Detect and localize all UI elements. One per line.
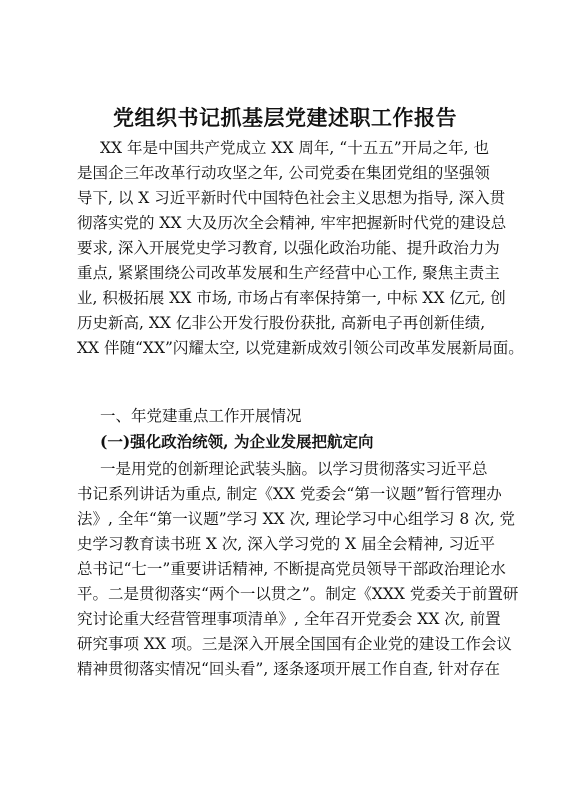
body-line-9: 精神贯彻落实情况“回头看”, 逐条逐项开展工作自查, 针对存在 [77, 660, 501, 678]
body-line-8: 研究事项 XX 项。三是深入开展全国国有企业党的建设工作会议 [77, 635, 512, 653]
section-heading: 一、年党建重点工作开展情况 [100, 407, 302, 425]
subsection-heading: (一)强化政治统领, 为企业发展把航定向 [100, 432, 374, 451]
intro-line-7: 业, 积极拓展 XX 市场, 市场占有率保持第一, 中标 XX 亿元, 创 [77, 289, 506, 307]
intro-line-8: 历史新高, XX 亿非公开发行股份获批, 高新电子再创新佳绩, [77, 314, 486, 332]
body-line-6: 平。二是贯彻落实“两个一以贯之”。制定《XXX 党委关于前置研 [77, 585, 519, 603]
intro-line-1: XX 年是中国共产党成立 XX 周年, “十五五”开局之年, 也 [100, 139, 489, 157]
body-line-2: 书记系列讲话为重点, 制定《XX 党委会“第一议题”暂行管理办 [77, 485, 502, 503]
intro-line-2: 是国企三年改革行动攻坚之年, 公司党委在集团党组的坚强领 [77, 164, 490, 182]
body-line-5: 总书记“七一”重要讲话精神, 不断提高党员领导干部政治理论水 [77, 560, 506, 578]
intro-line-6: 重点, 紧紧围绕公司改革发展和生产经营中心工作, 聚焦主责主 [77, 264, 500, 282]
intro-line-5: 要求, 深入开展党史学习教育, 以强化政治功能、提升政治力为 [77, 239, 500, 257]
document-title: 党组织书记抓基层党建述职工作报告 [113, 105, 457, 130]
body-line-7: 究讨论重大经营管理事项清单》, 全年召开党委会 XX 次, 前置 [77, 610, 501, 628]
body-line-4: 史学习教育读书班 X 次, 深入学习党的 X 届全会精神, 习近平 [77, 535, 495, 553]
intro-line-9: XX 伴随“XX”闪耀太空, 以党建新成效引领公司改革发展新局面。 [77, 339, 524, 357]
body-line-1: 一是用党的创新理论武装头脑。以学习贯彻落实习近平总 [100, 460, 488, 478]
body-line-3: 法》, 全年“第一议题”学习 XX 次, 理论学习中心组学习 8 次, 党 [77, 510, 516, 528]
intro-line-4: 彻落实党的 XX 大及历次全会精神, 牢牢把握新时代党的建设总 [77, 214, 507, 232]
intro-line-3: 导下, 以 X 习近平新时代中国特色社会主义思想为指导, 深入贯 [77, 189, 506, 207]
